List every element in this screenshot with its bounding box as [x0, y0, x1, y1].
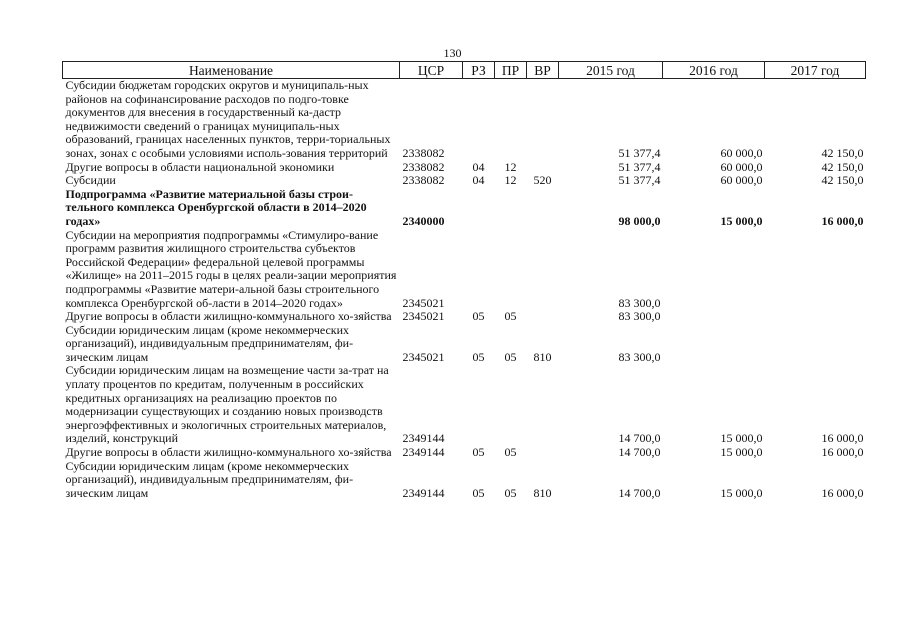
table-body: [63, 79, 866, 501]
header-vr: ВР: [527, 62, 559, 79]
cell-vr: [527, 310, 559, 324]
table-row: [63, 460, 866, 501]
cell-2015: 51 377,4: [618, 159, 661, 174]
cell-csr: 2349144: [402, 445, 445, 460]
cell-rz: [463, 229, 495, 311]
cell-vr: [527, 229, 559, 311]
cell-2015: 51 377,4: [618, 145, 661, 160]
cell-rz: [463, 188, 495, 229]
cell-csr: 2345021: [402, 309, 445, 324]
table-row: [63, 79, 866, 161]
cell-2016: 15 000,0: [720, 485, 763, 500]
cell-2015: 14 700,0: [618, 445, 661, 460]
cell-2016: 15 000,0: [720, 445, 763, 460]
cell-vr: 810: [533, 349, 552, 364]
cell-vr: [527, 446, 559, 460]
table-row: [63, 229, 866, 311]
cell-pr: [495, 229, 527, 311]
table-header-row: [63, 62, 866, 79]
cell-name: Субсидии: [65, 173, 116, 188]
page-number: 130: [443, 46, 462, 60]
header-name: Наименование: [63, 62, 400, 79]
cell-csr: 2338082: [402, 159, 445, 174]
cell-pr: 05: [504, 349, 517, 364]
cell-name: Субсидии юридическим лицам (кроме некоммерческих организаций), индивидуальным предпринимателям, фи-зическим лицам: [65, 458, 354, 500]
cell-2016: 15 000,0: [720, 431, 763, 446]
cell-rz: 04: [472, 159, 485, 174]
cell-2017: [765, 229, 866, 311]
cell-csr: 2345021: [402, 295, 445, 310]
cell-csr: 2338082: [402, 173, 445, 188]
cell-rz: 05: [472, 349, 485, 364]
cell-2015: 14 700,0: [618, 431, 661, 446]
cell-2016: [663, 324, 765, 365]
cell-vr: [527, 161, 559, 175]
header-2016: 2016 год: [663, 62, 765, 79]
cell-csr: 2349144: [402, 485, 445, 500]
cell-name: Субсидии бюджетам городских округов и муниципаль-ных районов на софинансирование расходов по подго-товке документов для внесения в государственный ка-дастр недвижимости сведений о границах муниципаль-ных образований, границах населенных пунктов, терри-ториальных зонах, зонах с особыми условиями исполь-зования территорий: [65, 78, 391, 160]
cell-pr: [495, 364, 527, 446]
cell-2017: [765, 324, 866, 365]
cell-2016: [663, 229, 765, 311]
cell-2017: 16 000,0: [821, 485, 864, 500]
cell-2016: 60 000,0: [720, 173, 763, 188]
cell-vr: [527, 79, 559, 161]
cell-name: Субсидии юридическим лицам на возмещение части за-трат на уплату процентов по кредитам, полученным в российских кредитных организациях на реализацию проектов по модернизации существующих и созданию новых производств энергоэффективных и экологичных строительных материалов, изделий, конструкций: [65, 363, 389, 446]
cell-name: Другие вопросы в области национальной экономики: [65, 159, 335, 174]
cell-2017: 42 150,0: [821, 145, 864, 160]
cell-name: Другие вопросы в области жилищно-коммунального хо-зяйства: [65, 445, 392, 460]
cell-pr: 12: [504, 159, 517, 174]
header-rz: РЗ: [463, 62, 495, 79]
cell-rz: 05: [472, 309, 485, 324]
cell-2017: 42 150,0: [821, 159, 864, 174]
cell-2017: 16 000,0: [821, 213, 864, 228]
cell-rz: 04: [472, 173, 485, 188]
cell-2016: 15 000,0: [720, 213, 763, 228]
cell-pr: 05: [504, 445, 517, 460]
table-row: [63, 188, 866, 229]
table-row: [63, 161, 866, 175]
table-row: [63, 364, 866, 446]
cell-pr: 12: [504, 173, 517, 188]
cell-2017: 16 000,0: [821, 431, 864, 446]
cell-2016: 60 000,0: [720, 145, 763, 160]
cell-pr: [495, 79, 527, 161]
cell-2015: 83 300,0: [618, 295, 661, 310]
header-csr: ЦСР: [400, 62, 463, 79]
cell-rz: 05: [472, 485, 485, 500]
cell-name: Субсидии юридическим лицам (кроме некоммерческих организаций), индивидуальным предпринимателям, фи-зическим лицам: [65, 322, 354, 364]
table-row: [63, 324, 866, 365]
cell-2017: 42 150,0: [821, 173, 864, 188]
cell-rz: [463, 79, 495, 161]
cell-pr: 05: [504, 485, 517, 500]
cell-2015: 83 300,0: [618, 309, 661, 324]
cell-2016: [663, 310, 765, 324]
cell-csr: 2340000: [402, 213, 445, 228]
cell-2015: 98 000,0: [618, 213, 661, 228]
cell-2015: 51 377,4: [618, 173, 661, 188]
cell-2017: 16 000,0: [821, 445, 864, 460]
cell-vr: [527, 188, 559, 229]
cell-2015: 83 300,0: [618, 349, 661, 364]
cell-2016: 60 000,0: [720, 159, 763, 174]
table-row: [63, 174, 866, 188]
cell-rz: 05: [472, 445, 485, 460]
header-2017: 2017 год: [765, 62, 866, 79]
cell-rz: [463, 364, 495, 446]
table-row: [63, 446, 866, 460]
budget-table: [62, 61, 866, 500]
table-row: [63, 310, 866, 324]
cell-name: Другие вопросы в области жилищно-коммунального хо-зяйства: [65, 309, 392, 324]
cell-csr: 2338082: [402, 145, 445, 160]
header-pr: ПР: [495, 62, 527, 79]
cell-pr: [495, 188, 527, 229]
cell-vr: 520: [533, 173, 552, 188]
cell-name: Подпрограмма «Развитие материальной базы строи-тельного комплекса Оренбургской области в 2014–2020 годах»: [65, 186, 367, 228]
cell-pr: 05: [504, 309, 517, 324]
cell-2017: [765, 310, 866, 324]
cell-2015: 14 700,0: [618, 485, 661, 500]
cell-csr: 2345021: [402, 349, 445, 364]
cell-csr: 2349144: [402, 431, 445, 446]
cell-name: Субсидии на мероприятия подпрограммы «Стимулиро-вание программ развития жилищного строительства субъектов Российской Федерации» федеральной целевой программы «Жилище» на 2011–2015 годы в целях реали-зации мероприятия подпрограммы «Развитие матери-альной базы строительного комплекса Оренбургской об-ласти в 2014–2020 годах»: [65, 227, 397, 310]
cell-vr: [527, 364, 559, 446]
cell-vr: 810: [533, 485, 552, 500]
header-2015: 2015 год: [559, 62, 663, 79]
